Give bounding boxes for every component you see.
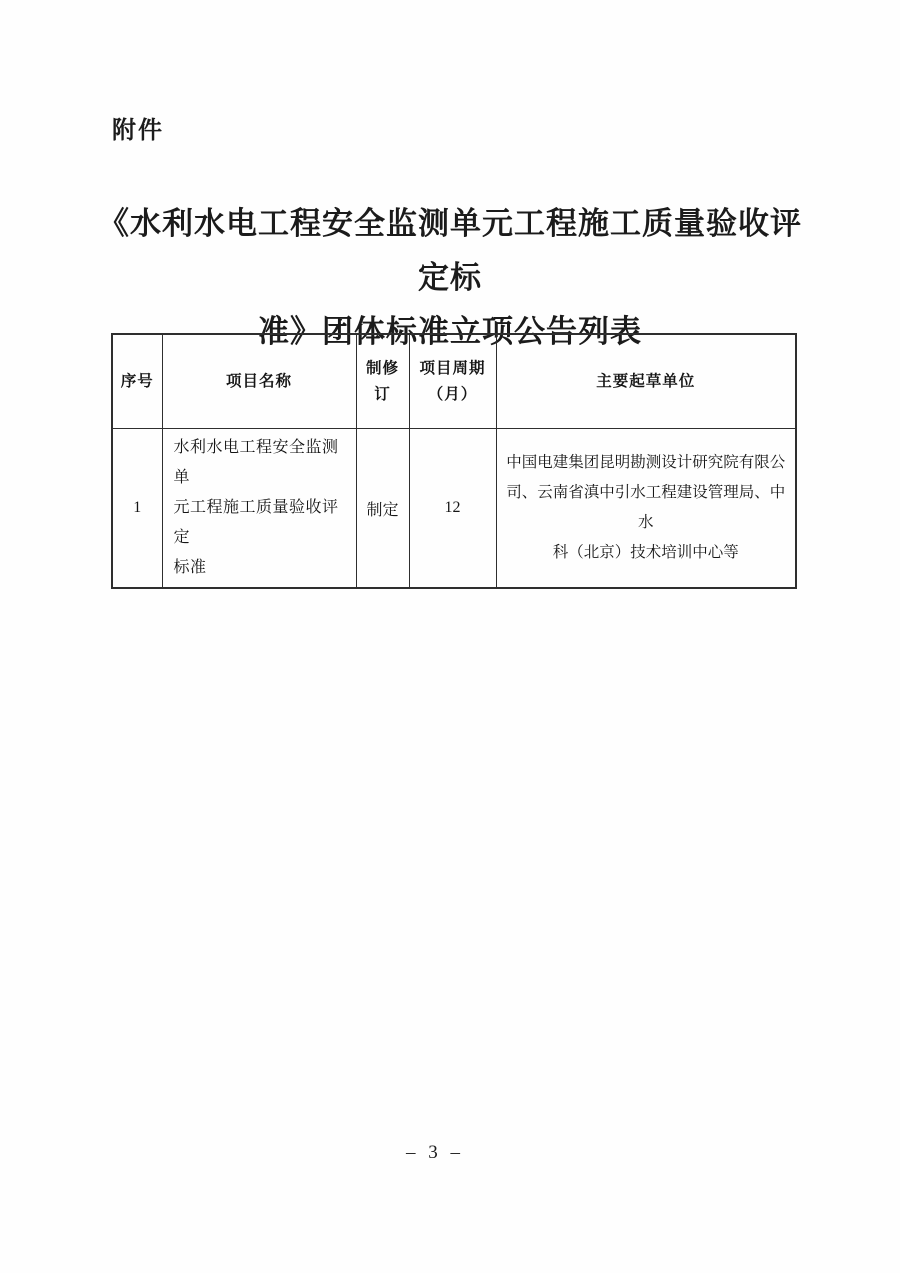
cell-period: 12 xyxy=(409,429,496,589)
header-revision-line-1: 制修 xyxy=(365,359,399,377)
header-drafting-unit: 主要起草单位 xyxy=(496,334,796,429)
header-revision xyxy=(356,334,409,429)
header-index: 序号 xyxy=(112,334,162,429)
header-revision-line-2: 订 xyxy=(374,385,391,403)
cell-project-name-line-2: 元工程施工质量验收评定 xyxy=(173,499,339,546)
cell-project-name xyxy=(162,429,356,589)
cell-drafting-unit-line-2: 司、云南省滇中引水工程建设管理局、中水 xyxy=(506,484,786,531)
attachment-label: 附件 xyxy=(112,117,164,144)
cell-drafting-unit-line-1: 中国电建集团昆明勘测设计研究院有限公 xyxy=(506,454,786,471)
cell-drafting-unit xyxy=(496,429,796,589)
document-title-line-2: 准》团体标准立项公告列表 xyxy=(258,314,642,349)
header-project-name: 项目名称 xyxy=(162,334,356,429)
document-title-line-1: 《水利水电工程安全监测单元工程施工质量验收评定标 xyxy=(98,206,802,295)
cell-revision: 制定 xyxy=(356,429,409,589)
table-header-row xyxy=(112,334,796,429)
standards-announcement-table xyxy=(111,333,797,589)
cell-project-name-line-1: 水利水电工程安全监测单 xyxy=(173,439,339,486)
header-period xyxy=(409,334,496,429)
table-row xyxy=(112,429,796,589)
cell-drafting-unit-line-3: 科（北京）技术培训中心等 xyxy=(552,544,739,561)
header-period-line-2: （月） xyxy=(427,385,478,403)
cell-index: 1 xyxy=(112,429,162,589)
cell-project-name-line-3: 标准 xyxy=(173,559,207,576)
page-number: – 3 – xyxy=(406,1142,464,1163)
header-period-line-1: 项目周期 xyxy=(419,359,486,377)
